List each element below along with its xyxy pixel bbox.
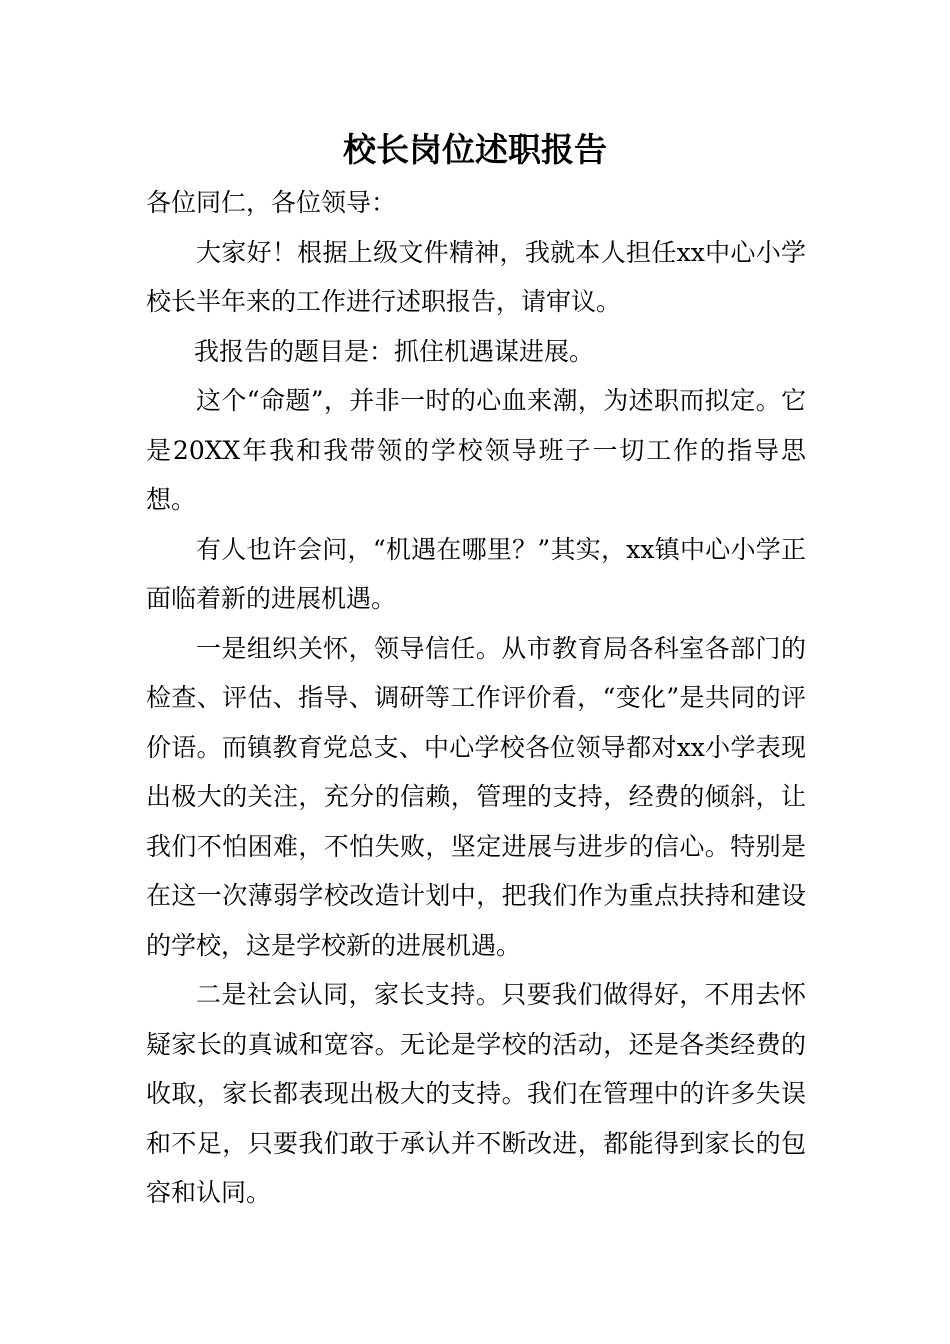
paragraph-organization-support: 一是组织关怀，领导信任。从市教育局各科室各部门的检查、评估、指导、调研等工作评价看，“变化”是共同的评价语。而镇教育党总支、中心学校各位领导都对xx小学表现出极大的关注，充分的信赖，管理的支持，经费的倾斜，让我们不怕困难，不怕失败，坚定进展与进步的信心。特别是在这一次薄弱学校改造计划中，把我们作为重点扶持和建设的学校，这是学校新的进展机遇。 [146, 633, 806, 960]
paragraph-parent-support: 二是社会认同，家长支持。只要我们做得好，不用去怀疑家长的真诚和宽容。无论是学校的活动，还是各类经费的收取，家长都表现出极大的支持。我们在管理中的许多失误和不足，只要我们敢于承认并不断改进，都能得到家长的包容和认同。 [146, 980, 806, 1207]
paragraph-topic: 我报告的题目是：抓住机遇谋进展。 [194, 336, 595, 366]
document-body [146, 178, 806, 1218]
salutation: 各位同仁，各位领导： [146, 188, 397, 217]
paragraph-proposition: 这个“命题”，并非一时的心血来潮，为述职而拟定。它是20XX年我和我带领的学校领导班子一切工作的指导思想。 [146, 386, 806, 514]
document-title: 校长岗位述职报告 [343, 130, 607, 169]
paragraph-greeting: 大家好！根据上级文件精神，我就本人担任xx中心小学校长半年来的工作进行述职报告，请审议。 [146, 237, 806, 316]
paragraph-opportunity-question: 有人也许会问，“机遇在哪里？”其实，xx镇中心小学正面临着新的进展机遇。 [146, 534, 806, 613]
